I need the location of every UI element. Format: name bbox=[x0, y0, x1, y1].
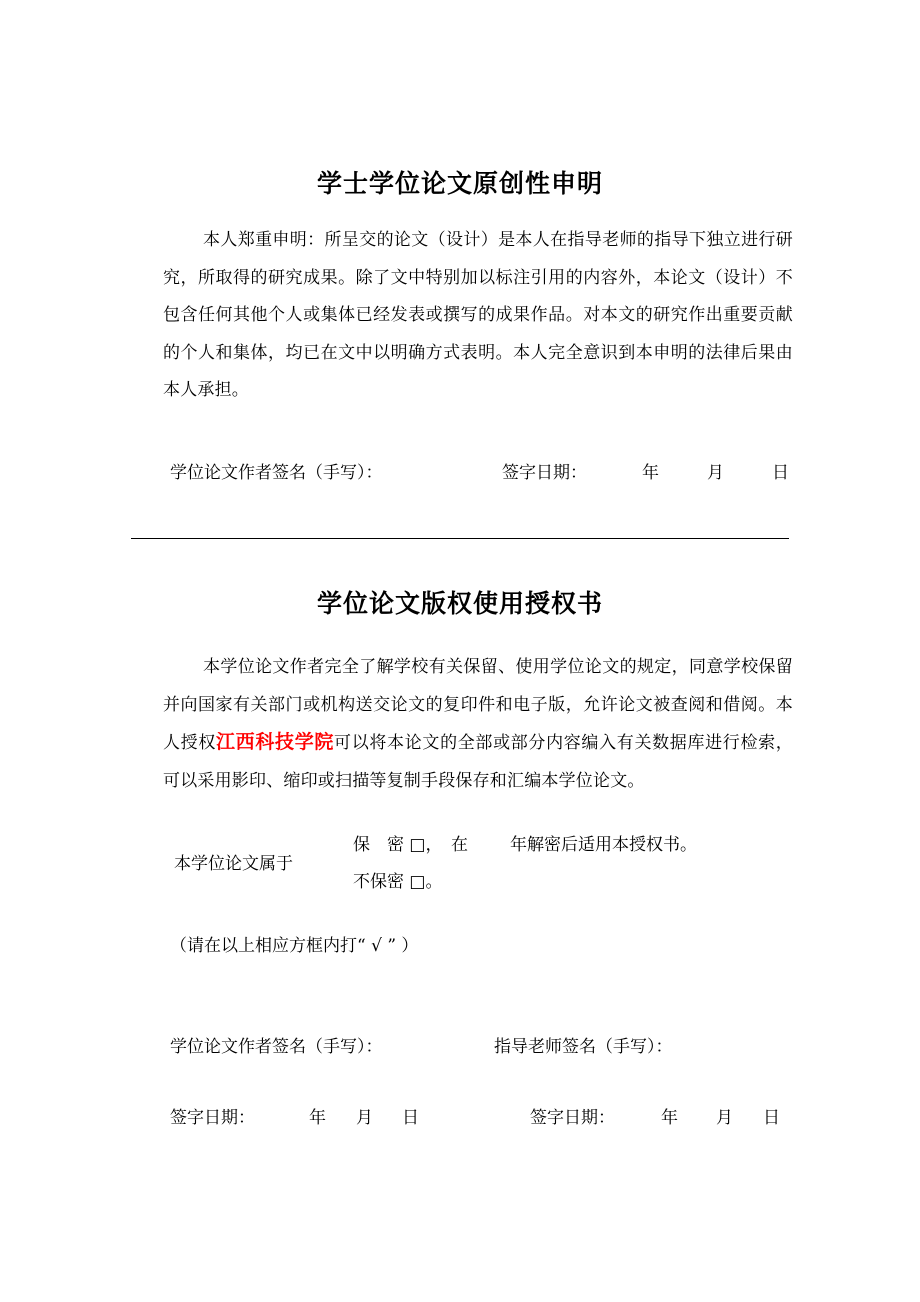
originality-author-sign-label: 学位论文作者签名（手写）： bbox=[170, 463, 383, 483]
originality-month-label: 月 bbox=[707, 463, 724, 483]
author-year-label: 年 bbox=[309, 1108, 326, 1128]
advisor-month-label: 月 bbox=[716, 1108, 733, 1128]
advisor-sign-label: 指导老师签名（手写）： bbox=[494, 1037, 673, 1057]
authorization-body bbox=[163, 649, 793, 800]
originality-sign-date-label: 签字日期： bbox=[502, 463, 587, 483]
authorization-body-part1: 本学位论文作者完全了解学校有关保留、使用学位论文的规定，同意学校保留并向国家有关部门或机构送交论文的复印件和电子版，允许论文被查阅和借阅。本人授权 bbox=[163, 657, 793, 753]
secret-tail: 年解密后适用本授权书。 bbox=[510, 835, 697, 855]
secret-suffix: ， 在 bbox=[425, 835, 468, 855]
author-month-label: 月 bbox=[356, 1108, 373, 1128]
secret-checkbox[interactable]: □ bbox=[409, 835, 426, 855]
belongs-label: 本学位论文属于 bbox=[174, 854, 293, 874]
authorization-body-part2: 可以将本论文的全部或部分内容编入有关数据库进行检索，可以采用影印、缩印或扫描等复制手段保存和汇编本学位论文。 bbox=[163, 733, 793, 791]
not-secret-checkbox[interactable]: □ bbox=[409, 872, 426, 892]
not-secret-label: 不保密 bbox=[353, 872, 404, 892]
author-day-label: 日 bbox=[402, 1108, 419, 1128]
authorization-author-sign-label: 学位论文作者签名（手写）： bbox=[170, 1037, 383, 1057]
section-divider bbox=[131, 538, 789, 539]
advisor-day-label: 日 bbox=[763, 1108, 780, 1128]
not-secret-suffix: 。 bbox=[425, 872, 443, 892]
authorization-title: 学位论文版权使用授权书 bbox=[316, 589, 603, 618]
not-secret-option bbox=[353, 871, 442, 893]
author-sign-date-label: 签字日期： bbox=[170, 1108, 255, 1128]
originality-body: 本人郑重申明：所呈交的论文（设计）是本人在指导老师的指导下独立进行研究，所取得的研究成果。除了文中特别加以标注引用的内容外，本论文（设计）不包含任何其他个人或集体已经发表或撰写的成果作品。对本文的研究作出重要贡献的个人和集体，均已在文中以明确方式表明。本人完全意识到本申明的法律后果由本人承担。 bbox=[163, 230, 793, 400]
originality-day-label: 日 bbox=[772, 463, 789, 483]
tick-instruction: （请在以上相应方框内打“ √ ” ） bbox=[170, 936, 419, 956]
advisor-year-label: 年 bbox=[661, 1108, 678, 1128]
school-name: 江西科技学院 bbox=[216, 731, 335, 753]
secret-option bbox=[353, 834, 468, 856]
originality-year-label: 年 bbox=[642, 463, 659, 483]
originality-title: 学士学位论文原创性申明 bbox=[316, 169, 603, 198]
secret-label: 保 密 bbox=[353, 835, 404, 855]
advisor-sign-date-label: 签字日期： bbox=[530, 1108, 615, 1128]
